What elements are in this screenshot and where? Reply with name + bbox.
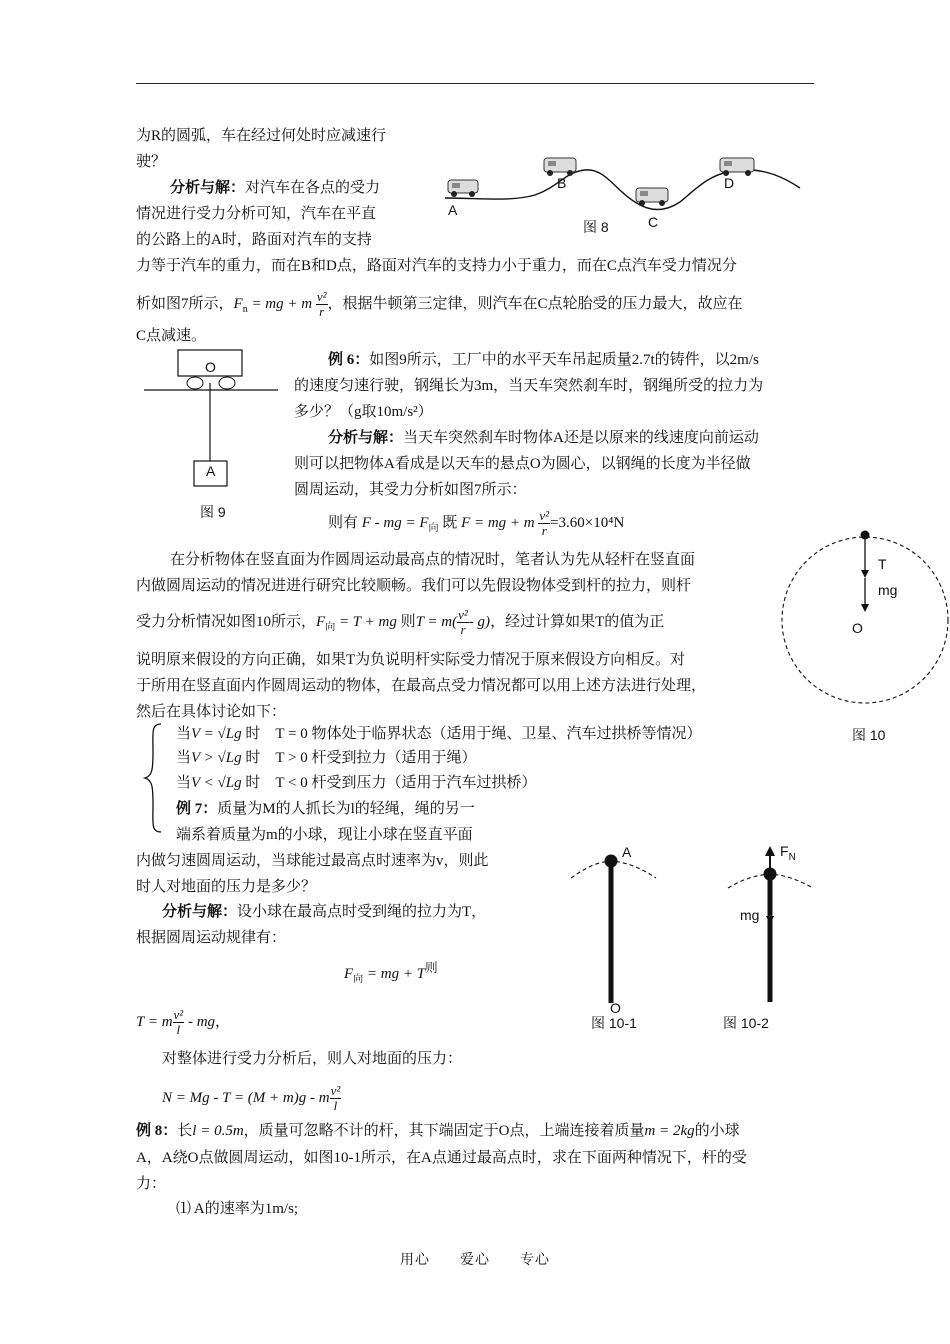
p1-line7-a: 析如图7所示，	[136, 296, 234, 312]
car-a-icon	[448, 180, 478, 197]
fig10-label-o: O	[852, 620, 863, 636]
ex6-line1	[328, 350, 759, 370]
figure-8-road	[440, 150, 810, 240]
formula-f: F	[233, 296, 243, 312]
case1-cond: V = √Lg	[191, 726, 242, 742]
p1-line3	[170, 178, 380, 198]
header-rule	[136, 83, 814, 84]
ex7-f2-t: T = m	[136, 1014, 173, 1030]
fig9-label-a: A	[206, 463, 216, 479]
p1-line2: 驶？	[136, 154, 167, 170]
p2-line2: 内做圆周运动的情况进进行研究比较顺畅。我们可以先假设物体受到杆的拉力，则杆	[136, 578, 692, 594]
tension-arrowhead	[861, 570, 869, 578]
case3-text: T < 0 杆受到压力（适用于汽车过拱桥）	[275, 775, 537, 791]
ex7-line5-text: 设小球在最高点时受到绳的拉力为T，	[237, 904, 487, 920]
ex7-formula1	[344, 958, 438, 990]
fig10-label-mg: mg	[878, 582, 898, 598]
ex7-f2-den: l	[176, 1022, 181, 1038]
ball-2	[764, 868, 777, 881]
p2-line6: 然后在具体讨论如下：	[136, 704, 287, 720]
p1-line8: C点减速。	[136, 328, 207, 344]
wheel-right	[219, 377, 235, 389]
ex8-mass: m = 2kg	[644, 1123, 695, 1139]
ex8-line1-b: ，质量可忽略不计的杆，其下端固定于O点，上端连接着质量	[243, 1123, 645, 1139]
ex7-line3: 内做匀速圆周运动，当球能过最高点时速率为v，则此	[136, 853, 489, 869]
ex6-line3: 多少？（g取10m/s²）	[294, 404, 433, 420]
p1-line3-text: 对汽车在各点的受力	[245, 180, 381, 196]
case2-text: T > 0 杆受到拉力（适用于绳）	[275, 750, 477, 766]
ex8-line4: ⑴ A的速率为1m/s;	[176, 1201, 299, 1217]
ex7-f2-tail: - mg	[187, 1014, 216, 1030]
ex7-line5	[162, 902, 486, 922]
ex7-formula3	[162, 1080, 341, 1116]
p2-line3-a: 受力分析情况如图10所示，	[136, 614, 317, 630]
ex7-heading: 例 7：	[176, 801, 218, 817]
figure-10-1-rod	[568, 848, 663, 1008]
p2-formula-then: 则	[400, 614, 416, 630]
ex7-f3-num: v²	[330, 1083, 341, 1099]
ex6-line1-text: 如图9所示，工厂中的水平天车吊起质量2.7t的铸件，以2m/s	[369, 352, 759, 368]
p2-formula-t: T = m(	[415, 614, 458, 630]
fig102-label-fn	[780, 843, 796, 863]
ex7-f1-then: 则	[425, 961, 438, 975]
p2-formula-sub: 向	[325, 622, 336, 633]
p2-frac-den: r	[460, 622, 466, 638]
p2-line4: 说明原来假设的方向正确，如果T为负说明杆实际受力情况于原来假设方向相反。对	[136, 652, 686, 668]
formula-sub: n	[242, 304, 248, 315]
ex7-f1-f: F	[344, 966, 354, 982]
p2-formula-f: F	[316, 614, 326, 630]
fig9-caption: 图 9	[200, 504, 226, 520]
car-d-icon	[720, 158, 754, 176]
fig8-label-d: D	[724, 175, 735, 191]
fig10-label-t: T	[878, 556, 887, 572]
gravity-arrowhead	[861, 604, 869, 612]
ex6-formula-eq1: F - mg = F	[361, 515, 429, 531]
p1-line6: 力等于汽车的重力，而在B和D点，路面对汽车的支持力小于重力，而在C点汽车受力情况分	[136, 258, 737, 274]
ex8-line1-c: 的小球	[694, 1123, 740, 1139]
ex8-line3: 力：	[136, 1176, 167, 1192]
ex6-analysis-heading: 分析与解：	[328, 430, 404, 446]
ex7-f3-den: l	[333, 1098, 338, 1114]
fig8-label-b: B	[557, 175, 567, 191]
ex6-formula-eq2: F = mg + m	[461, 515, 535, 531]
fig102-caption: 图 10-2	[723, 1015, 769, 1031]
ex7-line6: 根据圆周运动规律有：	[136, 930, 287, 946]
fig101-label-a: A	[622, 844, 632, 860]
case-row-2	[176, 748, 477, 768]
formula-fraction	[316, 290, 328, 319]
frac-den: r	[319, 304, 325, 320]
figure-10-circle	[780, 530, 950, 710]
p2-line1: 在分析物体在竖直面为作圆周运动最高点的情况时，笔者认为先从轻杆在竖直面	[170, 552, 696, 568]
ex6-frac-den: r	[541, 523, 547, 539]
case2-pre: 当	[176, 750, 192, 766]
ex6-line4-text: 当天车突然刹车时物体A还是以原来的线速度向前运动	[403, 430, 759, 446]
ex6-formula-sub: 向	[428, 523, 439, 534]
ex6-fraction	[538, 509, 550, 538]
ex8-line1	[136, 1121, 740, 1141]
fig102-fn-sub: N	[788, 851, 796, 863]
ex8-length: l = 0.5m	[192, 1123, 244, 1139]
ex7-f2-fraction	[173, 1008, 185, 1037]
case1-pre: 当	[176, 726, 192, 742]
ex6-line2: 的速度匀速行驶，钢绳长为3m，当天车突然刹车时，钢绳所受的拉力为	[294, 378, 764, 394]
ex7-line2: 端系着质量为m的小球，现让小球在竖直平面	[176, 827, 473, 843]
analysis-heading: 分析与解：	[170, 180, 246, 196]
formula-eq: = mg + m	[251, 296, 313, 312]
frac-num: v²	[316, 289, 327, 305]
ex7-formula2	[136, 1004, 230, 1040]
case3-suf: 时	[245, 775, 261, 791]
ex7-line1	[176, 799, 475, 819]
p2-fraction	[457, 608, 469, 637]
ex7-f1-eq: = mg + T	[366, 966, 426, 982]
p2-formula-eq: = T + mg	[338, 614, 397, 630]
ex7-f2-end: ，	[215, 1014, 231, 1030]
fig8-caption: 图 8	[583, 219, 609, 235]
case3-cond: V < √Lg	[191, 775, 242, 791]
ex7-f1-sub: 向	[353, 974, 364, 985]
case2-suf: 时	[245, 750, 261, 766]
ex7-f3: N = Mg - T = (M + m)g - m	[162, 1090, 330, 1106]
ex7-line4: 时人对地面的压力是多少？	[136, 879, 317, 895]
p2-frac-num: v²	[458, 607, 468, 623]
case2-cond: V > √Lg	[191, 750, 242, 766]
ex6-frac-num: v²	[539, 508, 550, 524]
fig101-label-o: O	[610, 1000, 621, 1016]
ex6-line5: 则可以把物体A看成是以天车的悬点O为圆心，以钢绳的长度为半径做	[294, 456, 751, 472]
fig102-label-mg: mg	[740, 907, 760, 923]
ex8-heading: 例 8：	[136, 1123, 178, 1139]
case3-pre: 当	[176, 775, 192, 791]
p2-formula-close: - g)	[468, 614, 491, 630]
case1-suf: 时	[245, 726, 261, 742]
case-row-1	[176, 724, 702, 744]
ball-a	[605, 855, 618, 868]
normal-force-arrowhead	[765, 846, 775, 856]
p1-line5: 的公路上的A时，路面对汽车的支持	[136, 232, 372, 248]
p1-line7	[136, 286, 743, 322]
gravity-arrowhead-2	[766, 916, 774, 924]
fig8-label-c: C	[648, 214, 659, 230]
fig102-fn: F	[780, 843, 789, 859]
ex6-line4	[328, 428, 759, 448]
wheel-left	[187, 377, 203, 389]
fig9-label-o: O	[205, 359, 216, 375]
ex8-line1-a: 长	[177, 1123, 193, 1139]
case-brace	[143, 722, 163, 834]
p1-line4: 情况进行受力分析可知，汽车在平直	[136, 206, 377, 222]
page-footer: 用心 爱心 专心	[400, 1253, 550, 1268]
fig10-caption: 图 10	[852, 727, 886, 743]
ex7-line1-text: 质量为M的人抓长为l的轻绳，绳的另一	[217, 801, 475, 817]
ex7-f3-fraction	[330, 1084, 342, 1113]
ex7-f2-num: v²	[173, 1007, 184, 1023]
ex6-formula-result: =3.60×10⁴N	[550, 515, 625, 531]
case-row-3	[176, 773, 537, 793]
p1-line1: 为R的圆弧，车在经过何处时应减速行	[136, 128, 387, 144]
ex6-formula-pre: 则有	[328, 515, 359, 531]
ex6-formula-mid: 既	[442, 515, 458, 531]
ex7-line7: 对整体进行受力分析后，则人对地面的压力：	[162, 1051, 463, 1067]
ex6-line6: 圆周运动，其受力分析如图7所示：	[294, 482, 527, 498]
p1-line7-b: ，根据牛顿第三定律，则汽车在C点轮胎受的压力最大，故应在	[327, 296, 743, 312]
p2-line3	[136, 604, 664, 640]
ex7-analysis-heading: 分析与解：	[162, 904, 238, 920]
ex6-heading: 例 6：	[328, 352, 370, 368]
figure-10-2-rod	[725, 842, 820, 1007]
ex8-line2: A，A绕O点做圆周运动，如图10-1所示，在A点通过最高点时，求在下面两种情况下，杆的受	[136, 1150, 747, 1166]
fig101-caption: 图 10-1	[591, 1015, 637, 1031]
car-b-icon	[544, 158, 576, 176]
case1-text: T = 0 物体处于临界状态（适用于绳、卫星、汽车过拱桥等情况）	[275, 726, 702, 742]
ex6-formula	[328, 505, 624, 541]
p2-line3-b: ，经过计算如果T的值为正	[490, 614, 665, 630]
car-c-icon	[636, 188, 668, 206]
p2-line5: 于所用在竖直面内作圆周运动的物体，在最高点受力情况都可以用上述方法进行处理，	[136, 678, 707, 694]
fig8-label-a: A	[448, 202, 458, 218]
